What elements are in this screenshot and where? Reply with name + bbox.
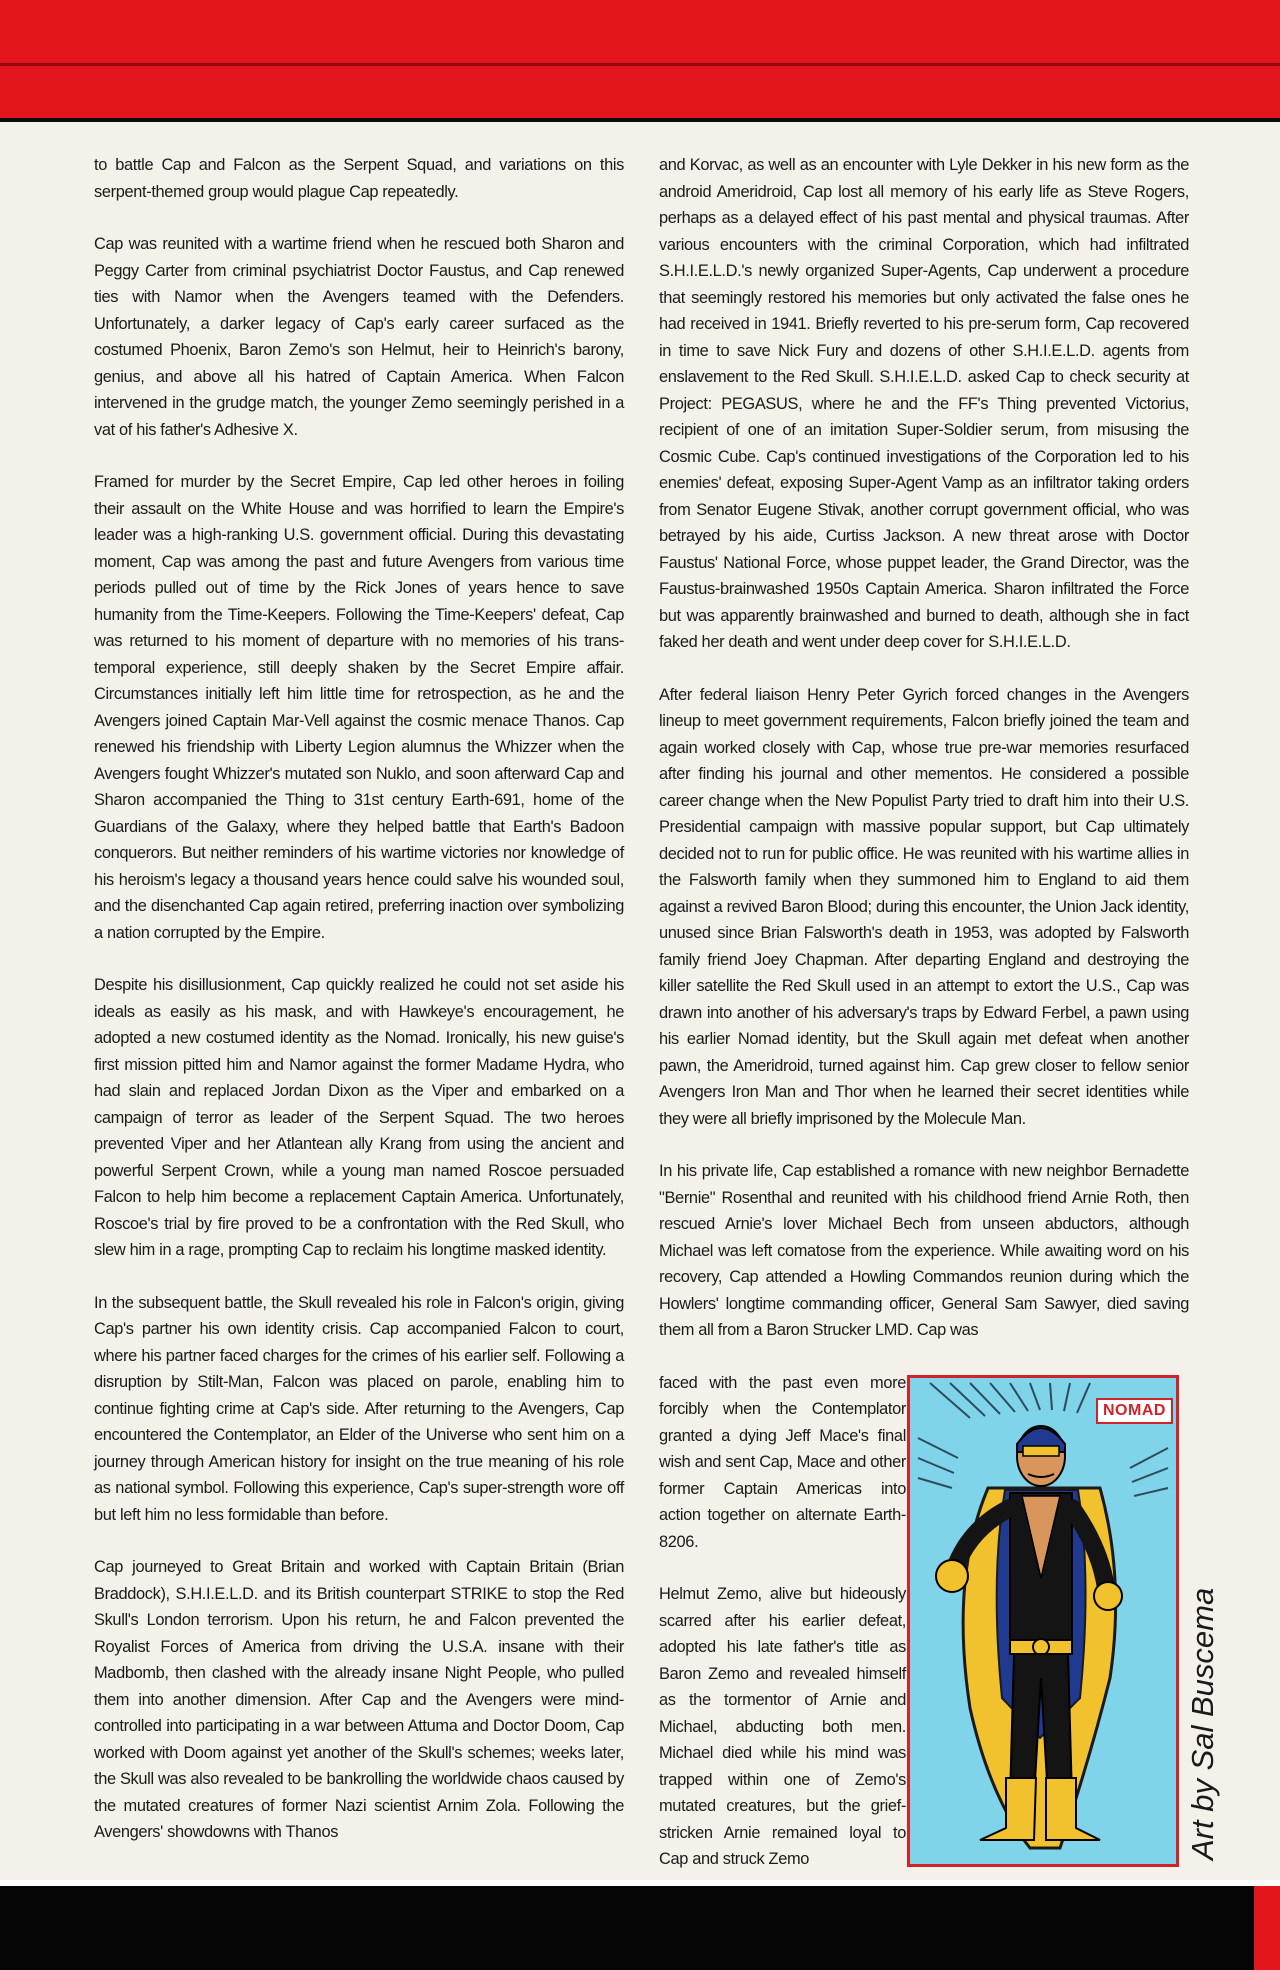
- footer-band: [0, 1880, 1280, 1970]
- paragraph: In the subsequent battle, the Skull revealed his role in Falcon's origin, giving Cap's partner his own identity crisis. Cap accompanied Falcon to court, where his partner faced charges for the crimes of his earlier self. Following a disruption by Stilt-Man, Falcon was placed on parole, enabling him to continue fighting crime at Cap's side. After returning to the Avengers, Cap encountered the Contemplator, an Elder of the Universe who sent him on a journey through American history for insight on the true meaning of his role as national symbol. Following this experience, Cap's super-strength wore off but left him no less formidable than before.: [94, 1293, 624, 1524]
- footer-top-rule: [0, 1880, 1280, 1886]
- nomad-caption-label: NOMAD: [1096, 1398, 1173, 1424]
- paragraph: to battle Cap and Falcon as the Serpent Squad, and variations on this serpent-themed group would plague Cap repeatedly.: [94, 156, 624, 201]
- paragraph: After federal liaison Henry Peter Gyrich forced changes in the Avengers lineup to meet government requirements, Falcon briefly joined the team and again worked closely with Cap, whose true pre-war memories resurfaced after finding his journal and other mementos. He considered a possible career change when the New Populist Party tried to draft him into their U.S. Presidential campaign with massive popular support, but Cap ultimately decided not to run for public office. He was reunited with his wartime allies in the Falsworth family when they summoned him to England to aid them against a revived Baron Blood; during this encounter, the Union Jack identity, unused since Brian Falsworth's death in 1953, was adopted by Falsworth family friend Joey Chapman. After departing England and destroying the killer satellite the Red Skull used in an attempt to extort the U.S., Cap was drawn into another of his adversary's traps by Edward Ferbel, a pawn using his earlier Nomad identity, but the Skull again met defeat when another pawn, the Ameridroid, turned against him. Cap grew closer to fellow senior Avengers Iron Man and Thor when he learned their secret identities while they were all briefly imprisoned by the Molecule Man.: [659, 685, 1190, 1128]
- header-divider: [0, 63, 1280, 66]
- art-credit: Art by Sal Buscema: [1185, 1587, 1220, 1860]
- paragraph: Framed for murder by the Secret Empire, Cap led other heroes in foiling their assault on the White House and was horrified to learn the Empire's leader was a high-ranking U.S. government official. During this devastating moment, Cap was among the past and future Avengers from various time periods pulled out of time by the Rick Jones of years hence to save humanity from the Time-Keepers. Following the Time-Keepers' defeat, Cap was returned to his moment of departure with no memories of his trans-temporal experience, still deeply shaken by the Secret Empire affair. Circumstances initially left him little time for retrospection, as he and the Avengers joined Captain Mar-Vell against the cosmic menace Thanos. Cap renewed his friendship with Liberty Legion alumnus the Whizzer when the Avengers fought Whizzer's mutated son Nuklo, and soon afterward Cap and Sharon accompanied the Thing to 31st century Earth-691, home of the Guardians of the Galaxy, where they helped battle that Earth's Badoon conquerors. But neither reminders of his wartime victories nor knowledge of his heroism's legacy a thousand years hence could salve his wounded soul, and the disenchanted Cap again retired, preferring inaction over symbolizing a nation corrupted by the Empire.: [94, 473, 624, 942]
- nomad-figure: [910, 1378, 1176, 1864]
- header-bottom-rule: [0, 118, 1280, 122]
- paragraph: Cap was reunited with a wartime friend when he rescued both Sharon and Peggy Carter from criminal psychiatrist Doctor Faustus, and Cap renewed ties with Namor when the Avengers teamed with the Defenders. Unfortunately, a darker legacy of Cap's early career surfaced as the costumed Phoenix, Baron Zemo's son Helmut, heir to Heinrich's barony, genius, and above all his hatred of Captain America. When Falcon intervened in the grudge match, the younger Zemo seemingly perished in a vat of his father's Adhesive X.: [94, 235, 624, 439]
- paragraph: In his private life, Cap established a romance with new neighbor Bernadette "Bernie" Rosenthal and reunited with his childhood friend Arnie Roth, then rescued Arnie's lover Michael Bech from unseen abductors, although Michael was left comatose from the experience. While awaiting word on his recovery, Cap attended a Howling Commandos reunion during which the Howlers' longtime commanding officer, General Sam Sawyer, died saving them all from a Baron Strucker LMD. Cap was: [659, 1162, 1189, 1339]
- paragraph: and Korvac, as well as an encounter with Lyle Dekker in his new form as the android Ameridroid, Cap lost all memory of his early life as Steve Rogers, perhaps as a delayed effect of his past mental and physical traumas. After various encounters with the criminal Corporation, which had infiltrated S.H.I.E.L.D.'s newly organized Super-Agents, Cap underwent a procedure that seemingly restored his memories but only activated the false ones he had received in 1941. Briefly reverted to his pre-serum form, Cap recovered in time to save Nick Fury and dozens of other S.H.I.E.L.D. agents from enslavement to the Red Skull. S.H.I.E.L.D. asked Cap to check security at Project: PEGASUS, where he and the FF's Thing prevented Victorius, recipient of one of an imitation Super-Soldier serum, from misusing the Cosmic Cube. Cap's continued investigations of the Corporation led to his enemies' defeat, exposing Super-Agent Vamp as an infiltrator taking orders from Senator Eugene Stivak, another corrupt government official, who was betrayed by his aide, Curtiss Jackson. A new threat arose with Doctor Faustus' National Force, whose puppet leader, the Grand Director, was the Faustus-brainwashed 1950s Captain America. Sharon infiltrated the Force but was apparently brainwashed and burned to death, although she in fact faked her death and went under deep cover for S.H.I.E.L.D.: [659, 156, 1189, 651]
- header-band: [0, 0, 1280, 120]
- left-text-column: [94, 152, 624, 1872]
- paragraph: Helmut Zemo, alive but hideously scarred after his earlier defeat, adopted his late father's title as Baron Zemo and revealed himself as the tormentor of Arnie and Michael, abducting both men. Michael died while his mind was trapped within one of Zemo's mutated creatures, but the grief-stricken Arnie remained loyal to Cap and struck Zemo: [659, 1585, 906, 1868]
- footer-red-tab: [1254, 1886, 1280, 1970]
- paragraph: faced with the past even more forcibly when the Contemplator granted a dying Jeff Mace's final wish and sent Cap, Mace and other former Captain Americas into action together on alternate Earth-8206.: [659, 1373, 906, 1551]
- nomad-illustration: [907, 1375, 1179, 1867]
- paragraph: Despite his disillusionment, Cap quickly realized he could not set aside his ideals as easily as his mask, and with Hawkeye's encouragement, he adopted a new costumed identity as the Nomad. Ironically, his new guise's first mission pitted him and Namor against the former Madame Hydra, who had slain and replaced Jordan Dixon as the Viper and embarked on a campaign of terror as leader of the Serpent Squad. The two heroes prevented Viper and her Atlantean ally Krang from using the ancient and powerful Serpent Crown, while a young man named Roscoe persuaded Falcon to help him become a replacement Captain America. Unfortunately, Roscoe's trial by fire proved to be a confrontation with the Red Skull, who slew him in a rage, prompting Cap to reclaim his longtime masked identity.: [94, 976, 624, 1259]
- paragraph: Cap journeyed to Great Britain and worked with Captain Britain (Brian Braddock), S.H.I.E.L.D. and its British counterpart STRIKE to stop the Red Skull's London terrorism. Upon his return, he and Falcon prevented the Royalist Forces of America from driving the U.S.A. insane with their Madbomb, then clashed with the already insane Night People, who pulled them into another dimension. After Cap and the Avengers were mind-controlled into participating in a war between Attuma and Doctor Doom, Cap worked with Doom against yet another of the Skull's schemes; weeks later, the Skull was also revealed to be bankrolling the worldwide chaos caused by the mutated creatures of former Nazi scientist Arnim Zola. Following the Avengers' showdowns with Thanos: [94, 1558, 624, 1841]
- wrapped-text: [659, 1370, 906, 1873]
